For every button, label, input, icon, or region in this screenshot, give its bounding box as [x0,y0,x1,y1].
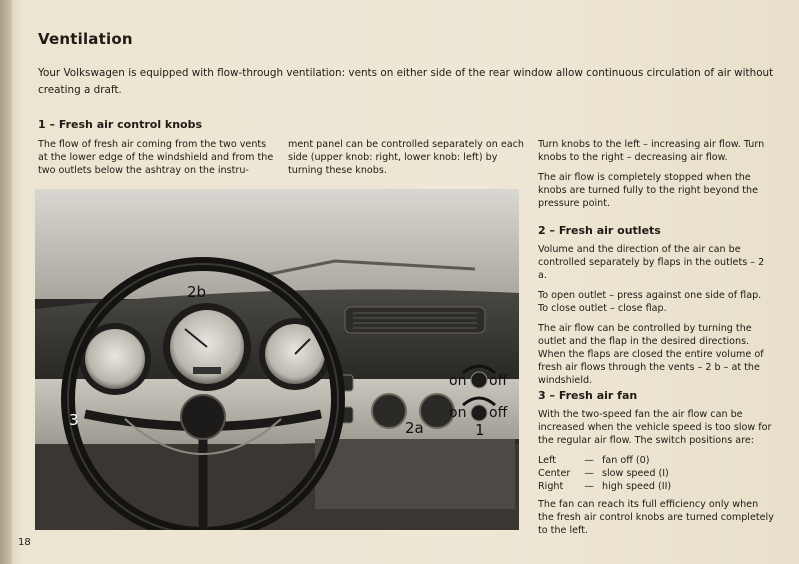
gauge-speedometer [163,303,251,391]
section3-heading: 3 – Fresh air fan [538,389,638,402]
label-2a: 2a [405,419,424,437]
air-outlet-left [372,394,406,428]
fan-row-left [538,454,675,467]
page-spine [0,0,12,564]
dashboard-illustration [35,189,519,530]
fan-pos: Right [538,481,564,492]
section3-para2: The fan can reach its full efficiency only when the fresh air control knobs are turned completely to the left. [538,499,774,536]
dashboard-photo [35,189,519,530]
page-title: Ventilation [38,30,133,48]
section2-para1: Volume and the direction of the air can be controlled separately by flaps in the outlets – 2 a. [538,244,765,281]
fan-desc: slow speed (I) [602,468,669,479]
fan-pos: Center [538,468,571,479]
fan-row-center [538,467,675,480]
fan-switch-table [538,454,675,493]
right-column [538,138,774,217]
label-3: 3 [69,411,79,429]
fan-dash: — [584,455,594,466]
label-on-lower: on [449,405,467,421]
section2-para3: The air flow can be controlled by turning the outlet and the flap in the desired directions. When the flaps are closed the entire volume of fresh air flows through the vents – 2 b – at the windshield. [538,323,764,386]
label-1: 1 [475,421,485,439]
section2-heading: 2 – Fresh air outlets [538,224,661,237]
fan-desc: high speed (II) [602,481,672,492]
fan-dash: — [584,481,594,492]
section2-body [538,243,774,394]
glovebox-area [315,439,515,509]
section1-heading: 1 – Fresh air control knobs [38,118,203,131]
section1-turn-text: Turn knobs to the left – increasing air flow. Turn knobs to the right – decreasing air flow. [538,139,765,163]
section2-para2: To open outlet – press against one side of flap. To close outlet – close flap. [538,290,762,314]
fan-dash: — [584,468,594,479]
fan-pos: Left [538,455,557,466]
label-off-lower: off [489,405,508,421]
section3-para1: With the two-speed fan the air flow can be increased when the vehicle speed is too slow for the regular air flow. The switch positions are: [538,409,772,446]
section1-column2: ment panel can be controlled separately on each side (upper knob: right, lower knob: left) by turning these knobs. [288,139,524,176]
control-knob-upper [471,372,487,388]
fan-desc: fan off (0) [602,455,650,466]
label-off-upper: off [489,373,508,389]
page-number: 18 [18,537,31,548]
label-2b: 2b [187,283,207,301]
label-on-upper: on [449,373,467,389]
section3-body [538,408,774,544]
control-knob-lower [471,405,487,421]
fan-row-right [538,480,675,493]
section1-airflow-text: The air flow is completely stopped when the knobs are turned fully to the right beyond the pressure point. [538,172,759,209]
section1-column1: The flow of fresh air coming from the two vents at the lower edge of the windshield and from the two outlets below the ashtray on the instru- [38,139,274,176]
intro-paragraph: Your Volkswagen is equipped with flow-through ventilation: vents on either side of the rear window allow continuous circulation of air without creating a draft. [38,67,774,96]
defroster-grille [345,307,485,333]
